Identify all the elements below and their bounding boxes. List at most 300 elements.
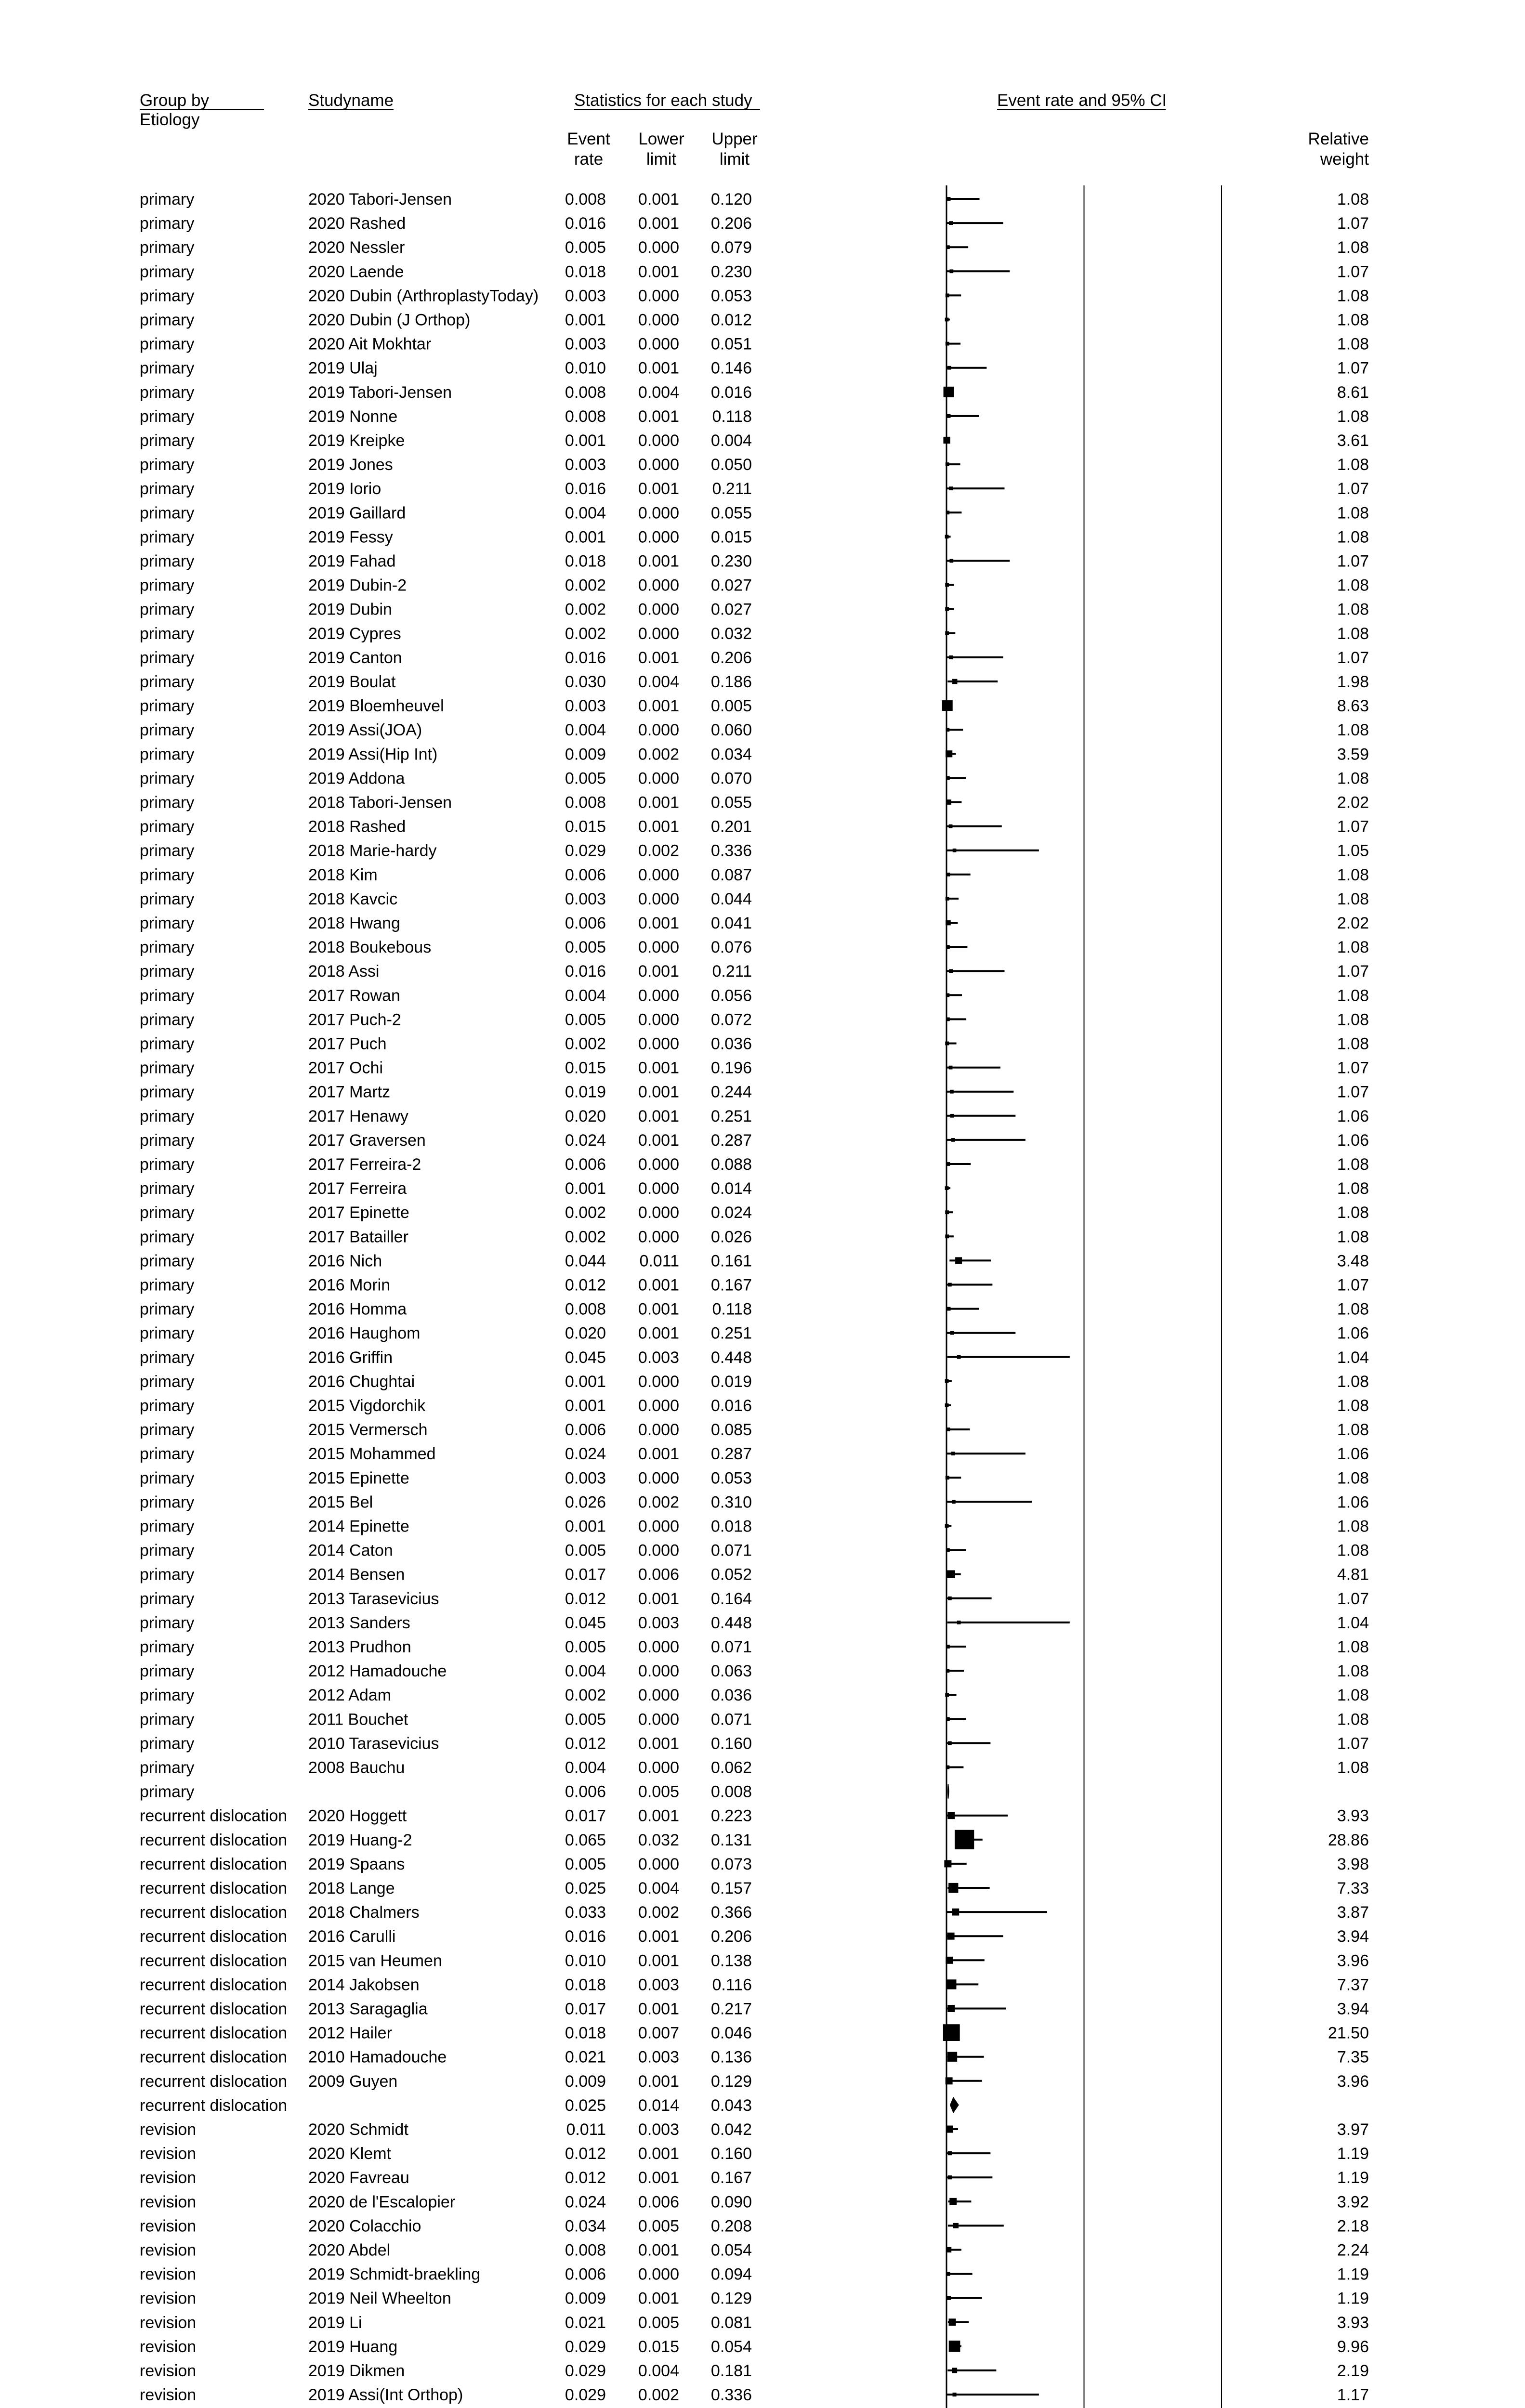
- study-name-cell: 2012 Adam: [308, 1686, 392, 1705]
- table-row: [140, 2265, 1369, 2284]
- event-rate-cell: 0.016: [565, 214, 606, 233]
- group-cell: primary: [140, 1710, 195, 1729]
- event-rate-cell: 0.006: [565, 1421, 606, 1440]
- summary-row: [140, 2096, 752, 2115]
- event-rate-cell: 0.004: [565, 721, 606, 740]
- event-rate-cell: 0.011: [566, 2120, 606, 2139]
- table-row: [140, 1204, 1369, 1222]
- lower-limit-cell: 0.000: [638, 1541, 679, 1560]
- group-cell: primary: [140, 721, 195, 740]
- group-cell: primary: [140, 962, 195, 981]
- lower-limit-cell: 0.000: [638, 238, 679, 257]
- point-estimate-marker: [948, 1597, 952, 1600]
- group-cell: primary: [140, 841, 195, 860]
- study-name-cell: 2016 Haughom: [308, 1324, 421, 1343]
- upper-limit-cell: 0.034: [710, 745, 752, 764]
- event-rate-cell: 0.003: [565, 697, 606, 716]
- point-estimate-marker: [952, 1909, 959, 1916]
- point-estimate-marker: [952, 2368, 957, 2373]
- table-row: [140, 1348, 1369, 1367]
- table-row: [140, 673, 1369, 691]
- relative-weight-cell: 1.08: [1337, 1469, 1369, 1488]
- upper-limit-cell: 0.071: [710, 1710, 752, 1729]
- upper-limit-cell: 0.287: [710, 1131, 752, 1150]
- study-name-cell: 2019 Ulaj: [308, 359, 378, 378]
- lower-limit-cell: 0.001: [638, 262, 679, 281]
- relative-weight-cell: 1.06: [1337, 1493, 1369, 1512]
- point-estimate-marker: [951, 1138, 955, 1142]
- lower-limit-cell: 0.002: [638, 1903, 679, 1922]
- upper-limit-cell: 0.024: [710, 1204, 752, 1222]
- header-relative: Relative: [1308, 130, 1369, 148]
- lower-limit-cell: 0.000: [638, 528, 679, 547]
- point-estimate-marker: [950, 1331, 954, 1335]
- table-row: [140, 1951, 1369, 1970]
- table-row: [140, 1831, 1369, 1849]
- group-cell: primary: [140, 335, 195, 353]
- table-row: [140, 1373, 1369, 1391]
- relative-weight-cell: 1.07: [1337, 648, 1369, 667]
- table-row: [140, 890, 1369, 908]
- lower-limit-cell: 0.007: [638, 2024, 679, 2042]
- event-rate-cell: 0.008: [565, 793, 606, 812]
- table-row: [140, 2145, 1369, 2163]
- relative-weight-cell: 2.18: [1337, 2217, 1369, 2236]
- group-cell: primary: [140, 1034, 195, 1053]
- upper-limit-cell: 0.118: [712, 1300, 752, 1319]
- study-name-cell: 2019 Addona: [308, 769, 405, 788]
- relative-weight-cell: 1.06: [1337, 1107, 1369, 1125]
- relative-weight-cell: 1.17: [1337, 2386, 1369, 2405]
- event-rate-cell: 0.005: [565, 238, 606, 257]
- event-rate-cell: 0.008: [565, 2241, 606, 2260]
- relative-weight-cell: 1.08: [1337, 1155, 1369, 1174]
- lower-limit-cell: 0.001: [638, 817, 679, 836]
- point-estimate-marker: [947, 1933, 955, 1940]
- table-row: [140, 1807, 1369, 1825]
- group-cell: primary: [140, 1541, 195, 1560]
- group-cell: primary: [140, 552, 195, 571]
- relative-weight-cell: 1.07: [1337, 552, 1369, 571]
- upper-limit-cell: 0.060: [710, 721, 752, 740]
- event-rate-cell: 0.018: [565, 1976, 606, 1994]
- lower-limit-cell: 0.001: [638, 1059, 679, 1077]
- study-name-cell: 2017 Epinette: [308, 1204, 409, 1222]
- lower-limit-cell: 0.000: [638, 865, 679, 884]
- upper-limit-cell: 0.206: [710, 214, 752, 233]
- study-name-cell: 2017 Puch: [308, 1034, 387, 1053]
- study-name-cell: 2016 Griffin: [308, 1348, 393, 1367]
- upper-limit-cell: 0.051: [710, 335, 752, 353]
- upper-limit-cell: 0.230: [710, 552, 752, 571]
- table-row: [140, 1276, 1369, 1295]
- study-name-cell: 2019 Fahad: [308, 552, 396, 571]
- study-name-cell: 2018 Marie-hardy: [308, 841, 437, 860]
- table-row: [140, 2386, 1369, 2404]
- event-rate-cell: 0.005: [565, 938, 606, 957]
- upper-limit-cell: 0.310: [710, 1493, 752, 1512]
- point-estimate-marker: [952, 679, 958, 684]
- table-row: [140, 697, 1369, 715]
- event-rate-cell: 0.033: [565, 1903, 606, 1922]
- study-name-cell: 2018 Kavcic: [308, 890, 398, 908]
- lower-limit-cell: 0.000: [638, 769, 679, 788]
- lower-limit-cell: 0.000: [638, 1228, 679, 1246]
- upper-limit-cell: 0.181: [710, 2362, 752, 2380]
- upper-limit-cell: 0.087: [710, 865, 752, 884]
- relative-weight-cell: 1.08: [1337, 1638, 1369, 1656]
- point-estimate-marker: [953, 2393, 957, 2396]
- table-row: [140, 2048, 1369, 2067]
- lower-limit-cell: 0.000: [638, 1397, 679, 1415]
- event-rate-cell: 0.010: [565, 1951, 606, 1970]
- summary-diamond: [950, 2098, 959, 2112]
- relative-weight-cell: 1.08: [1337, 576, 1369, 595]
- event-rate-cell: 0.020: [565, 1324, 606, 1343]
- relative-weight-cell: 1.08: [1337, 1758, 1369, 1777]
- lower-limit-cell: 0.000: [638, 576, 679, 595]
- study-name-cell: 2017 Henawy: [308, 1107, 408, 1125]
- upper-limit-cell: 0.211: [712, 962, 752, 981]
- relative-weight-cell: 1.08: [1337, 986, 1369, 1005]
- study-name-cell: 2018 Boukebous: [308, 938, 432, 957]
- point-estimate-marker: [949, 655, 953, 659]
- table-row: [140, 1397, 1369, 1415]
- table-row: [140, 1734, 1369, 1753]
- point-estimate-marker: [949, 486, 953, 490]
- event-rate-cell: 0.016: [565, 962, 606, 981]
- relative-weight-cell: 1.08: [1337, 335, 1369, 353]
- upper-limit-cell: 0.062: [710, 1758, 752, 1777]
- table-row: [140, 190, 1369, 209]
- relative-weight-cell: 7.33: [1337, 1879, 1369, 1898]
- lower-limit-cell: 0.001: [638, 1445, 679, 1464]
- study-name-cell: 2017 Ferreira: [308, 1179, 407, 1198]
- lower-limit-cell: 0.001: [638, 190, 679, 209]
- upper-limit-cell: 0.042: [710, 2120, 752, 2139]
- event-rate-cell: 0.008: [565, 190, 606, 209]
- event-rate-cell: 0.016: [565, 480, 606, 498]
- relative-weight-cell: 2.24: [1337, 2241, 1369, 2260]
- group-cell: primary: [140, 1010, 195, 1029]
- relative-weight-cell: 1.98: [1337, 673, 1369, 691]
- study-name-cell: 2018 Assi: [308, 962, 380, 981]
- study-name-cell: 2015 Vigdorchik: [308, 1397, 426, 1415]
- upper-limit-cell: 0.244: [710, 1083, 752, 1101]
- lower-limit-cell: 0.000: [638, 456, 679, 474]
- upper-limit-cell: 0.129: [710, 2289, 752, 2308]
- upper-limit-cell: 0.157: [710, 1879, 752, 1898]
- lower-limit-cell: 0.001: [638, 1951, 679, 1970]
- relative-weight-cell: 1.07: [1337, 262, 1369, 281]
- group-cell: primary: [140, 1155, 195, 1174]
- group-cell: revision: [140, 2337, 197, 2356]
- upper-limit-cell: 0.196: [710, 1059, 752, 1077]
- relative-weight-cell: 1.08: [1337, 1228, 1369, 1246]
- point-estimate-marker: [947, 2005, 955, 2012]
- header-rate: rate: [574, 150, 604, 169]
- study-name-cell: 2020 Rashed: [308, 214, 406, 233]
- table-row: [140, 1059, 1369, 1077]
- point-estimate-marker: [948, 1883, 958, 1893]
- group-cell: primary: [140, 1228, 195, 1246]
- x-axis: [931, 185, 1237, 2408]
- lower-limit-cell: 0.005: [638, 2217, 679, 2236]
- group-cell: primary: [140, 528, 195, 547]
- lower-limit-cell: 0.001: [638, 1324, 679, 1343]
- table-row: [140, 1035, 1369, 1053]
- study-name-cell: 2015 Vermersch: [308, 1421, 428, 1440]
- table-row: [140, 1445, 1369, 1463]
- point-estimate-marker: [949, 1066, 953, 1070]
- point-estimate-marker: [947, 197, 951, 201]
- upper-limit-cell: 0.012: [710, 311, 752, 329]
- group-cell: primary: [140, 1276, 195, 1295]
- table-row: [140, 938, 1369, 956]
- upper-limit-cell: 0.043: [710, 2096, 752, 2115]
- point-estimate-marker: [957, 1621, 961, 1624]
- table-row: [140, 238, 1369, 257]
- relative-weight-cell: 1.08: [1337, 456, 1369, 474]
- relative-weight-cell: 8.61: [1337, 383, 1369, 402]
- table-row: [140, 962, 1369, 981]
- lower-limit-cell: 0.004: [638, 1879, 679, 1898]
- event-rate-cell: 0.009: [565, 2289, 606, 2308]
- table-row: [140, 1566, 1369, 1584]
- relative-weight-cell: 2.19: [1337, 2362, 1369, 2380]
- event-rate-cell: 0.029: [565, 2386, 606, 2405]
- header-upper-limit: limit: [719, 150, 750, 169]
- upper-limit-cell: 0.085: [710, 1421, 752, 1440]
- event-rate-cell: 0.026: [565, 1493, 606, 1512]
- table-row: [140, 1252, 1369, 1270]
- relative-weight-cell: 1.05: [1337, 841, 1369, 860]
- lower-limit-cell: 0.001: [638, 1276, 679, 1295]
- point-estimate-marker: [949, 969, 953, 973]
- event-rate-cell: 0.009: [565, 2072, 606, 2091]
- study-name-cell: 2018 Chalmers: [308, 1903, 420, 1922]
- group-cell: primary: [140, 1782, 195, 1801]
- group-cell: recurrent dislocation: [140, 1855, 288, 1873]
- event-rate-cell: 0.021: [565, 2048, 606, 2067]
- study-name-cell: 2012 Hamadouche: [308, 1662, 447, 1681]
- relative-weight-cell: 1.08: [1337, 190, 1369, 209]
- study-name-cell: 2020 Favreau: [308, 2169, 409, 2187]
- lower-limit-cell: 0.004: [638, 673, 679, 691]
- group-cell: primary: [140, 262, 195, 281]
- table-row: [140, 1131, 1369, 1150]
- relative-weight-cell: 1.08: [1337, 890, 1369, 908]
- upper-limit-cell: 0.211: [712, 480, 752, 498]
- study-rows: [140, 190, 1369, 2408]
- lower-limit-cell: 0.002: [638, 1493, 679, 1512]
- group-cell: primary: [140, 1734, 195, 1753]
- study-name-cell: 2020 Ait Mokhtar: [308, 335, 432, 353]
- lower-limit-cell: 0.001: [638, 2000, 679, 2018]
- header-weight: weight: [1320, 150, 1369, 169]
- event-rate-cell: 0.004: [565, 504, 606, 523]
- lower-limit-cell: 0.002: [638, 2386, 679, 2405]
- lower-limit-cell: 0.001: [638, 407, 679, 426]
- event-rate-cell: 0.018: [565, 552, 606, 571]
- group-cell: primary: [140, 1565, 195, 1584]
- relative-weight-cell: 1.19: [1337, 2169, 1369, 2187]
- event-rate-cell: 0.003: [565, 456, 606, 474]
- study-name-cell: 2019 Iorio: [308, 480, 381, 498]
- group-cell: primary: [140, 1324, 195, 1343]
- table-row: [140, 986, 1369, 1005]
- table-row: [140, 1638, 1369, 1656]
- table-row: [140, 1324, 1369, 1343]
- upper-limit-cell: 0.161: [710, 1252, 752, 1270]
- table-row: [140, 1686, 1369, 1704]
- event-rate-cell: 0.044: [565, 1252, 606, 1270]
- point-estimate-marker: [949, 2198, 957, 2205]
- lower-limit-cell: 0.000: [638, 1179, 679, 1198]
- upper-limit-cell: 0.004: [710, 432, 752, 450]
- group-cell: recurrent dislocation: [140, 1806, 288, 1825]
- relative-weight-cell: 3.48: [1337, 1252, 1369, 1270]
- point-estimate-marker: [949, 269, 953, 273]
- study-name-cell: 2014 Caton: [308, 1541, 393, 1560]
- event-rate-cell: 0.006: [565, 914, 606, 932]
- table-row: [140, 2000, 1369, 2018]
- relative-weight-cell: 1.08: [1337, 938, 1369, 957]
- study-name-cell: 2019 Neil Wheelton: [308, 2289, 451, 2308]
- study-name-cell: 2019 Nonne: [308, 407, 398, 426]
- group-cell: primary: [140, 214, 195, 233]
- header-lower-limit: limit: [646, 150, 677, 169]
- study-name-cell: 2019 Fessy: [308, 528, 393, 547]
- relative-weight-cell: 1.07: [1337, 359, 1369, 378]
- relative-weight-cell: 1.08: [1337, 600, 1369, 619]
- lower-limit-cell: 0.000: [638, 504, 679, 523]
- relative-weight-cell: 1.04: [1337, 1613, 1369, 1632]
- lower-limit-cell: 0.001: [638, 2241, 679, 2260]
- upper-limit-cell: 0.094: [710, 2265, 752, 2284]
- study-name-cell: 2019 Huang: [308, 2337, 398, 2356]
- study-name-cell: 2012 Hailer: [308, 2024, 392, 2042]
- study-name-cell: 2014 Epinette: [308, 1517, 409, 1536]
- lower-limit-cell: 0.000: [638, 721, 679, 740]
- study-name-cell: 2017 Graversen: [308, 1131, 426, 1150]
- relative-weight-cell: 1.06: [1337, 1324, 1369, 1343]
- study-name-cell: 2019 Jones: [308, 456, 393, 474]
- group-cell: primary: [140, 359, 195, 378]
- upper-limit-cell: 0.032: [710, 624, 752, 643]
- point-estimate-marker: [942, 700, 953, 711]
- group-cell: primary: [140, 1421, 195, 1440]
- group-cell: primary: [140, 624, 195, 643]
- event-rate-cell: 0.008: [565, 1300, 606, 1319]
- study-name-cell: 2016 Homma: [308, 1300, 407, 1319]
- relative-weight-cell: 1.08: [1337, 287, 1369, 305]
- relative-weight-cell: 1.08: [1337, 1010, 1369, 1029]
- lower-limit-cell: 0.014: [638, 2096, 679, 2115]
- relative-weight-cell: 3.87: [1337, 1903, 1369, 1922]
- relative-weight-cell: 1.08: [1337, 1517, 1369, 1536]
- event-rate-cell: 0.005: [565, 1710, 606, 1729]
- event-rate-cell: 0.002: [565, 1034, 606, 1053]
- point-estimate-marker: [949, 221, 953, 225]
- study-name-cell: 2017 Ferreira-2: [308, 1155, 421, 1174]
- upper-limit-cell: 0.251: [710, 1324, 752, 1343]
- study-name-cell: 2014 Bensen: [308, 1565, 405, 1584]
- group-cell: revision: [140, 2193, 197, 2212]
- study-name-cell: 2020 Colacchio: [308, 2217, 421, 2236]
- study-name-cell: 2017 Ochi: [308, 1059, 383, 1077]
- relative-weight-cell: 3.96: [1337, 1951, 1369, 1970]
- lower-limit-cell: 0.001: [638, 962, 679, 981]
- lower-limit-cell: 0.002: [638, 745, 679, 764]
- event-rate-cell: 0.008: [565, 407, 606, 426]
- study-name-cell: 2019 Huang-2: [308, 1831, 412, 1849]
- event-rate-cell: 0.004: [565, 1662, 606, 1681]
- relative-weight-cell: 1.08: [1337, 1204, 1369, 1222]
- group-cell: primary: [140, 1613, 195, 1632]
- group-cell: primary: [140, 311, 195, 329]
- event-rate-cell: 0.016: [565, 648, 606, 667]
- event-rate-cell: 0.012: [565, 2169, 606, 2187]
- table-row: [140, 601, 1369, 619]
- lower-limit-cell: 0.004: [638, 2362, 679, 2380]
- upper-limit-cell: 0.287: [710, 1445, 752, 1464]
- lower-limit-cell: 0.001: [638, 480, 679, 498]
- lower-limit-cell: 0.002: [638, 841, 679, 860]
- group-cell: primary: [140, 383, 195, 402]
- upper-limit-cell: 0.026: [710, 1228, 752, 1246]
- lower-limit-cell: 0.000: [638, 287, 679, 305]
- table-row: [140, 1155, 1369, 1174]
- study-name-cell: 2019 Bloemheuvel: [308, 697, 444, 716]
- table-row: [140, 576, 1369, 595]
- table-row: [140, 262, 1369, 281]
- upper-limit-cell: 0.251: [710, 1107, 752, 1125]
- group-cell: primary: [140, 1348, 195, 1367]
- summary-row: [140, 1783, 752, 1801]
- relative-weight-cell: 3.94: [1337, 2000, 1369, 2018]
- event-rate-cell: 0.001: [565, 311, 606, 329]
- upper-limit-cell: 0.073: [710, 1855, 752, 1873]
- point-estimate-marker: [955, 1257, 962, 1264]
- lower-limit-cell: 0.000: [638, 335, 679, 353]
- event-rate-cell: 0.012: [565, 1734, 606, 1753]
- event-rate-cell: 0.001: [565, 1517, 606, 1536]
- upper-limit-cell: 0.053: [710, 287, 752, 305]
- group-cell: recurrent dislocation: [140, 2024, 288, 2042]
- group-cell: primary: [140, 1397, 195, 1415]
- event-rate-cell: 0.006: [565, 2265, 606, 2284]
- event-rate-cell: 0.002: [565, 576, 606, 595]
- study-name-cell: 2019 Assi(JOA): [308, 721, 422, 740]
- event-rate-cell: 0.002: [565, 1686, 606, 1705]
- table-row: [140, 1710, 1369, 1728]
- study-name-cell: 2018 Lange: [308, 1879, 395, 1898]
- study-name-cell: 2019 Canton: [308, 648, 402, 667]
- event-rate-cell: 0.029: [565, 841, 606, 860]
- lower-limit-cell: 0.001: [638, 1131, 679, 1150]
- group-cell: revision: [140, 2241, 197, 2260]
- table-row: [140, 1010, 1369, 1029]
- table-row: [140, 383, 1369, 402]
- event-rate-cell: 0.002: [565, 1204, 606, 1222]
- event-rate-cell: 0.005: [565, 1541, 606, 1560]
- upper-limit-cell: 0.138: [710, 1951, 752, 1970]
- relative-weight-cell: 3.96: [1337, 2072, 1369, 2091]
- upper-limit-cell: 0.088: [710, 1155, 752, 1174]
- upper-limit-cell: 0.448: [710, 1613, 752, 1632]
- relative-weight-cell: 8.63: [1337, 697, 1369, 716]
